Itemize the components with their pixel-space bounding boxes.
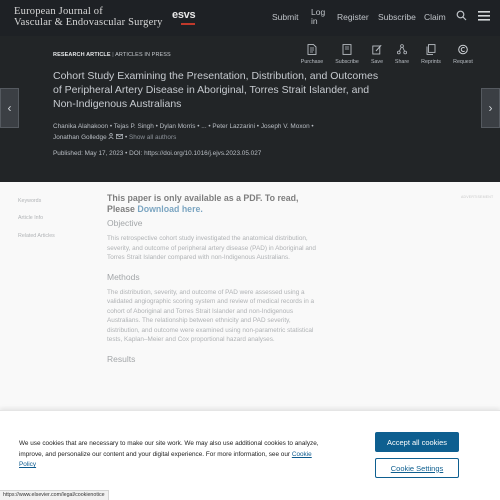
section-text-objective: This retrospective cohort study investigated the anatomical distribution, severity, and outcome of peripheral artery disease (PAD) in Aboriginal and Torres Strait Islander compared with non-Indigenous Australians. xyxy=(107,235,316,261)
status-bar-url: https://www.elsevier.com/legal/cookienotice xyxy=(0,490,109,500)
top-navigation xyxy=(0,0,500,36)
show-all-authors-link[interactable]: Show all authors xyxy=(129,134,177,141)
sidebar-item-related-articles[interactable]: Related Articles xyxy=(18,233,55,239)
subscribe-link[interactable]: Subscribe xyxy=(378,12,416,22)
share-action[interactable] xyxy=(388,44,416,65)
save-label: Save xyxy=(370,59,384,65)
chevron-right-icon: › xyxy=(488,101,493,115)
pdf-notice-line-2: Please xyxy=(107,204,135,214)
email-icon[interactable] xyxy=(116,134,125,141)
author-link[interactable]: Jonathan Golledge xyxy=(53,134,107,141)
published-label: Published: xyxy=(53,150,83,157)
document-icon xyxy=(307,44,317,55)
request-label: Request xyxy=(453,59,473,65)
chevron-left-icon: ‹ xyxy=(7,101,12,115)
publication-info: Published: May 17, 2023 • DOI: https://doi.org/10.1016/j.ejvs.2023.05.027 xyxy=(53,150,262,157)
share-icon xyxy=(397,44,407,55)
register-link[interactable]: Register xyxy=(337,12,369,22)
doi-link[interactable]: https://doi.org/10.1016/j.ejvs.2023.05.027 xyxy=(144,150,262,157)
published-date: May 17, 2023 xyxy=(84,150,124,157)
sidebar-item-article-info[interactable]: Article Info xyxy=(18,215,44,221)
download-pdf-link[interactable]: Download here. xyxy=(137,204,203,214)
login-link-line-1: Log xyxy=(311,7,326,17)
subscribe-label: Subscribe xyxy=(335,59,359,65)
previous-article-arrow[interactable] xyxy=(0,88,19,128)
journal-logo[interactable] xyxy=(14,6,163,28)
cookie-message xyxy=(19,439,319,471)
article-title: Cohort Study Examining the Presentation, Distribution, and Outcomes of Peripheral Artery Disease in Aboriginal, Torres Strait Islander, and Non-Indigenous Australians xyxy=(53,70,379,110)
article-status: ARTICLES IN PRESS xyxy=(115,52,171,58)
cookie-settings-button[interactable]: Cookie Settings xyxy=(375,458,459,478)
login-link[interactable] xyxy=(311,8,325,26)
copy-icon xyxy=(426,44,436,55)
kicker-separator: | xyxy=(112,52,114,58)
login-link-line-2: in xyxy=(311,16,318,26)
author-link[interactable]: Dylan Morris xyxy=(159,123,196,130)
request-action[interactable] xyxy=(449,44,477,65)
advertisement-label: ADVERTISEMENT xyxy=(461,195,494,199)
author-link[interactable]: Joseph V. Moxon xyxy=(260,123,310,130)
esvs-logo[interactable]: esvs xyxy=(172,9,196,21)
journal-name-line-2: Vascular & Endovascular Surgery xyxy=(14,17,163,28)
article-kicker xyxy=(53,52,171,58)
section-text-methods: The distribution, severity, and outcome of PAD were assessed using a validated angiographic scoring system and review of medical records in a cohort of Aboriginal and Torres Strait Islander and non-Indigenous Australians. The relationship between ethnicity and PAD severity, distribution, and outcome were examined using non-parametric statistical tests, Kaplan–Meier and Cox proportional hazard analyses. xyxy=(107,288,315,343)
purchase-label: Purchase xyxy=(300,59,324,65)
author-link[interactable]: Tejas P. Singh xyxy=(113,123,154,130)
author-link[interactable]: Peter Lazzarini xyxy=(212,123,256,130)
purchase-action[interactable] xyxy=(298,44,326,65)
copyright-icon xyxy=(458,44,468,55)
author-link[interactable]: Chanika Alahakoon xyxy=(53,123,109,130)
next-article-arrow[interactable] xyxy=(481,88,500,128)
submit-link[interactable]: Submit xyxy=(272,12,299,22)
share-label: Share xyxy=(394,59,410,65)
claim-link[interactable]: Claim xyxy=(424,12,446,22)
save-action[interactable] xyxy=(363,44,391,65)
pdf-notice-line-1: This paper is only available as a PDF. To read, xyxy=(107,193,299,203)
subscribe-action[interactable] xyxy=(333,44,361,65)
article-type: RESEARCH ARTICLE xyxy=(53,52,111,58)
section-heading-objective: Objective xyxy=(107,218,143,228)
reprints-action[interactable] xyxy=(417,44,445,65)
esvs-logo-underline xyxy=(181,23,195,25)
author-ellipsis: ... xyxy=(201,123,207,130)
section-heading-methods: Methods xyxy=(107,271,140,282)
edit-icon xyxy=(372,44,382,55)
cookie-message-text: We use cookies that are necessary to make our site work. We may also use additional cookies to analyze, improve, and personalize our content and your digital experience. For more information, see our xyxy=(19,440,319,458)
sidebar-item-keywords[interactable]: Keywords xyxy=(18,198,42,204)
accept-all-cookies-button[interactable]: Accept all cookies xyxy=(375,432,459,452)
menu-icon[interactable] xyxy=(478,11,490,24)
reprints-label: Reprints xyxy=(421,59,441,65)
author-list: Chanika Alahakoon • Tejas P. Singh • Dylan Morris • ... • Peter Lazzarini • Joseph V. Moxon • Jonathan Golledge • Show all authors xyxy=(53,123,314,141)
section-heading-results: Results xyxy=(107,353,136,364)
cookie-policy-link[interactable]: Cookie Policy xyxy=(19,450,312,468)
journal-name-line-1: European Journal of xyxy=(14,6,103,17)
search-icon[interactable] xyxy=(456,10,467,24)
book-icon xyxy=(342,44,352,55)
doi-label: DOI: xyxy=(129,150,143,157)
